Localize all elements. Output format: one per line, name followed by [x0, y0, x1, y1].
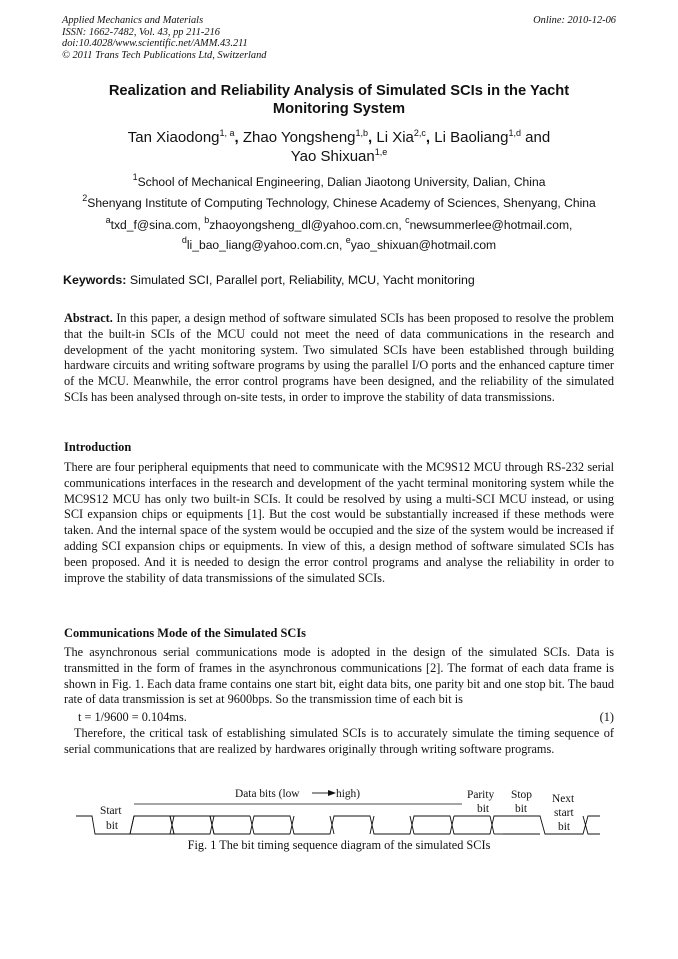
- equation-text: t = 1/9600 = 0.104ms.: [78, 710, 187, 724]
- affiliation-text: Shenyang Institute of Computing Technology, Chinese Academy of Sciences, Shenyang, China: [87, 196, 596, 210]
- journal-name: Applied Mechanics and Materials: [62, 15, 204, 26]
- email-link[interactable]: zhaoyongsheng_dl@yahoo.com.cn,: [209, 218, 406, 232]
- title-line-2: Monitoring System: [272, 101, 406, 117]
- author-line-1: [70, 128, 608, 147]
- email-sup: b: [204, 215, 210, 225]
- equation-1: [64, 710, 614, 726]
- affiliation-sup: 1: [132, 172, 138, 182]
- figure-caption: Fig. 1 The bit timing sequence diagram of the simulated SCIs: [187, 838, 491, 852]
- arrow-head: [328, 790, 336, 796]
- abstract-text: In this paper, a design method of software simulated SCIs has been proposed to resolve the problem that the built-in SCIs of the MCU could not meet the need of data communications in the research and development of the yacht monitoring system. Two simulated SCIs have been established through building hardware circuits and writing software programs by using the parallel I/O ports and the enhanced capture timer of the MCU. Meanwhile, the error control programs have been designed, and the reliability of the simulated SCIs has been analysed through on-site tests, in order to improve the stability of data transmissions.: [64, 311, 614, 404]
- author-sup: 1,b: [355, 128, 369, 138]
- parity-bit-label-1: Parity: [467, 789, 495, 801]
- comm-mode-heading: Communications Mode of the Simulated SCIs: [64, 626, 306, 640]
- stop-bit-label-1: Stop: [511, 789, 532, 801]
- author-name: Zhao Yongsheng: [242, 129, 356, 146]
- equation-number: (1): [599, 710, 614, 724]
- author-name: Yao Shixuan: [290, 148, 375, 165]
- journal-copyright: © 2011 Trans Tech Publications Ltd, Switzerland: [62, 49, 267, 61]
- title-line-1: Realization and Reliability Analysis of Simulated SCIs in the Yacht: [108, 83, 570, 99]
- email-sup: d: [181, 235, 187, 245]
- online-date: Online: 2010-12-06: [533, 15, 616, 26]
- stop-bit-label-2: bit: [515, 803, 528, 815]
- author-line-2: [70, 147, 608, 166]
- author-sep: and: [521, 129, 551, 146]
- author-name: Li Xia: [376, 129, 414, 146]
- next-start-label-1: Next: [552, 793, 575, 805]
- author-sup: 1,d: [508, 128, 522, 138]
- comm-mode-para-2: Therefore, the critical task of establishing simulated SCIs is to accurately simulate the timing sequence of serial communications that are realized by hardwares originally through writing software programs.: [64, 726, 614, 756]
- author-sup: 2,c: [413, 128, 426, 138]
- author-list: [70, 128, 608, 166]
- affiliation-sup: 2: [82, 193, 88, 203]
- keywords-text: Simulated SCI, Parallel port, Reliability, MCU, Yacht monitoring: [129, 273, 475, 287]
- start-bit-label-1: Start: [100, 805, 122, 817]
- author-sup: 1, a: [219, 128, 235, 138]
- email-link[interactable]: txd_f@sina.com,: [110, 218, 205, 232]
- keywords-label: Keywords:: [63, 273, 127, 287]
- next-start-label-3: bit: [558, 821, 571, 833]
- start-bit-label-2: bit: [106, 820, 119, 832]
- journal-header: [62, 15, 616, 61]
- next-start-label-2: start: [554, 807, 574, 819]
- email-sup: a: [105, 215, 111, 225]
- comm-mode-para-1: The asynchronous serial communications mode is adopted in the design of the simulated SCIs. Data is transmitted in the form of frames in the asynchronous communications [2]. The format of each data frame is shown in Fig. 1. Each data frame contains one start bit, eight data bits, one parity bit and one stop bit. The baud rate of data transmission is set at 9600bps. So the transmission time of each bit is: [64, 645, 614, 707]
- keywords: [63, 273, 623, 288]
- email-link[interactable]: li_bao_liang@yahoo.com.cn,: [186, 238, 346, 252]
- data-bits-label-right: high): [336, 788, 361, 800]
- affiliation-text: School of Mechanical Engineering, Dalian Jiaotong University, Dalian, China: [137, 175, 546, 189]
- email-link[interactable]: yao_shixuan@hotmail.com: [350, 238, 497, 252]
- author-sep: ,: [425, 129, 435, 146]
- introduction-heading: Introduction: [64, 440, 132, 454]
- paper-title: [70, 82, 608, 118]
- email-sup: e: [345, 235, 351, 245]
- author-sep: ,: [234, 129, 243, 146]
- abstract: [64, 311, 614, 406]
- author-sep: ,: [368, 129, 377, 146]
- parity-bit-label-2: bit: [477, 803, 490, 815]
- email-sup: c: [405, 215, 410, 225]
- author-name: Tan Xiaodong: [127, 129, 220, 146]
- introduction-text: There are four peripheral equipments that need to communicate with the MC9S12 MCU through RS-232 serial communications interfaces in the research and development of the yacht terminal monitoring system while the MC9S12 MCU has only two built-in SCIs. It could be resolved by using a multi-SCI MCU instead, or using SCI expansion chips or equipments [1]. But the cost would be substantially increased if these methods were taken. And the internal space of the system would be occupied and the size of the system would be increased if adding SCI expansion chips or equipments. In view of this, a design method of software simulated SCIs has been proposed. And it is needed to design the error control programs and analyse the reliability in order to improve the stability of data transmissions of the simulated SCIs.: [64, 460, 614, 585]
- data-bits-label-left: Data bits (low: [235, 788, 300, 800]
- author-sup: 1,e: [374, 147, 388, 157]
- bit-timing-diagram: [0, 780, 678, 840]
- email-link[interactable]: newsummerlee@hotmail.com,: [409, 218, 573, 232]
- journal-issn: ISSN: 1662-7482, Vol. 43, pp 211-216: [62, 26, 220, 38]
- abstract-label: Abstract.: [64, 311, 113, 325]
- waveform: [76, 816, 600, 834]
- author-name: Li Baoliang: [434, 129, 509, 146]
- affiliation-2: [40, 193, 638, 210]
- affiliation-1: [40, 172, 638, 189]
- email-line-2: [40, 235, 638, 252]
- journal-doi[interactable]: doi:10.4028/www.scientific.net/AMM.43.211: [62, 38, 248, 50]
- email-line-1: [40, 215, 638, 232]
